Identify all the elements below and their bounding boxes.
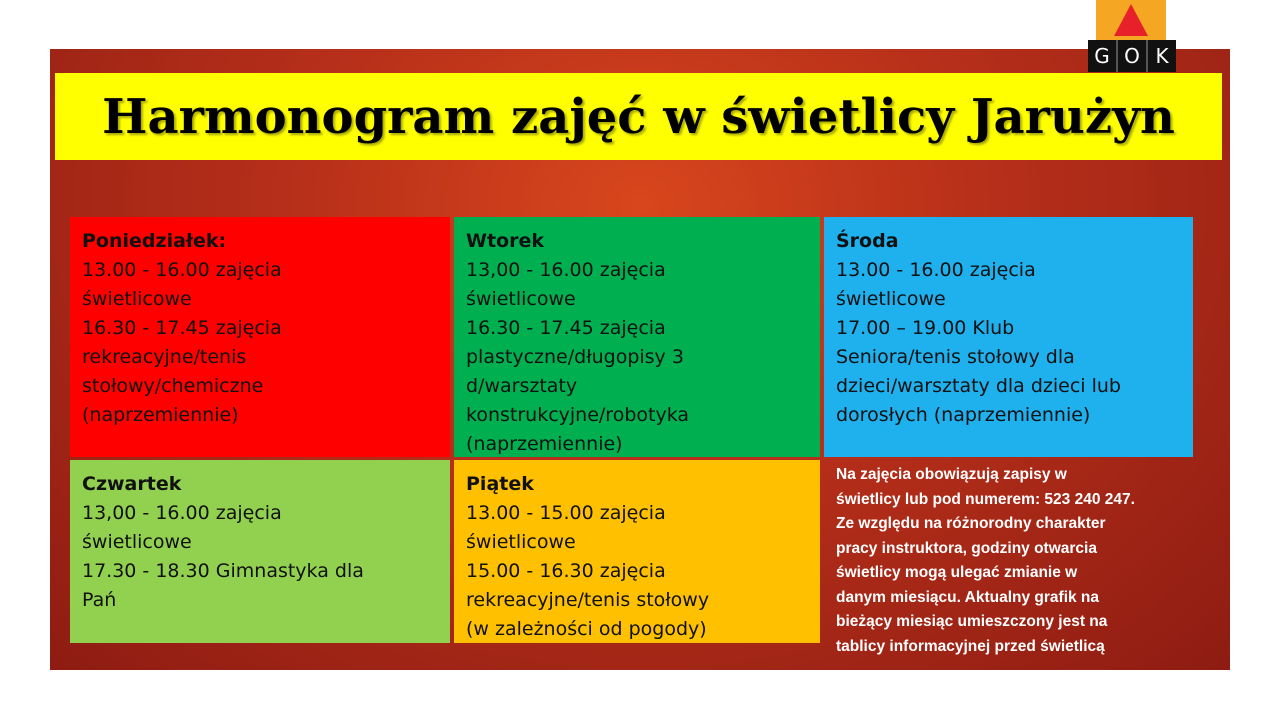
schedule-line: rekreacyjne/tenis <box>82 346 247 368</box>
registration-note <box>836 463 1216 659</box>
note-line: świetlicy mogą ulegać zmianie w <box>836 564 1078 581</box>
logo-letter-o: O <box>1116 40 1146 72</box>
schedule-line: 13,00 - 16.00 zajęcia <box>82 502 282 524</box>
day-name: Poniedziałek: <box>82 230 227 252</box>
schedule-line: 15.00 - 16.30 zajęcia <box>466 560 666 582</box>
schedule-line: 16.30 - 17.45 zajęcia <box>466 317 666 339</box>
schedule-line: świetlicowe <box>82 531 192 553</box>
note-line: bieżący miesiąc umieszczony jest na <box>836 613 1108 630</box>
schedule-line: 13,00 - 16.00 zajęcia <box>466 259 666 281</box>
schedule-tuesday <box>454 217 820 457</box>
schedule-line: 16.30 - 17.45 zajęcia <box>82 317 282 339</box>
schedule-line: d/warsztaty <box>466 375 578 397</box>
logo-letters <box>1088 40 1176 72</box>
note-line: tablicy informacyjnej przed świetlicą <box>836 637 1105 655</box>
schedule-line: Seniora/tenis stołowy dla <box>836 346 1075 368</box>
schedule-friday <box>454 460 820 643</box>
schedule-line: świetlicowe <box>466 531 576 553</box>
schedule-line: świetlicowe <box>836 288 946 310</box>
logo-letter-g: G <box>1088 40 1116 72</box>
schedule-monday <box>70 217 450 457</box>
schedule-line: dorosłych (naprzemiennie) <box>836 404 1091 426</box>
schedule-line: świetlicowe <box>82 288 192 310</box>
note-line: danym miesiącu. Aktualny grafik na <box>836 588 1100 606</box>
note-line: pracy instruktora, godziny otwarcia <box>836 539 1097 557</box>
schedule-line: 13.00 - 16.00 zajęcia <box>836 259 1036 281</box>
schedule-thursday <box>70 460 450 643</box>
day-name: Środa <box>836 230 899 252</box>
schedule-line: Pań <box>82 589 117 611</box>
schedule-line: 13.00 - 15.00 zajęcia <box>466 502 666 524</box>
schedule-wednesday <box>824 217 1193 457</box>
schedule-line: 17.00 – 19.00 Klub <box>836 317 1015 339</box>
schedule-line: 17.30 - 18.30 Gimnastyka dla <box>82 560 364 582</box>
schedule-line: (naprzemiennie) <box>466 433 623 455</box>
note-line: Na zajęcia obowiązują zapisy w <box>836 466 1067 483</box>
logo-orange-block <box>1096 0 1166 40</box>
schedule-line: 13.00 - 16.00 zajęcia <box>82 259 282 281</box>
note-line: świetlicy lub pod numerem: 523 240 247. <box>836 490 1135 508</box>
schedule-line: świetlicowe <box>466 288 576 310</box>
schedule-line: rekreacyjne/tenis stołowy <box>466 589 710 611</box>
note-line: Ze względu na różnorodny charakter <box>836 515 1106 532</box>
schedule-line: stołowy/chemiczne <box>82 375 264 397</box>
schedule-line: plastyczne/długopisy 3 <box>466 346 684 368</box>
day-name: Wtorek <box>466 230 544 252</box>
schedule-line: (naprzemiennie) <box>82 404 239 426</box>
logo-triangle-icon <box>1096 0 1166 40</box>
page-title: Harmonogram zajęć w świetlicy Jarużyn <box>102 88 1175 145</box>
schedule-line: konstrukcyjne/robotyka <box>466 404 690 426</box>
day-name: Piątek <box>466 473 534 495</box>
logo-letter-k: K <box>1146 40 1176 72</box>
schedule-line: dzieci/warsztaty dla dzieci lub <box>836 375 1121 397</box>
title-band <box>55 73 1222 160</box>
day-name: Czwartek <box>82 473 182 495</box>
schedule-line: (w zależności od pogody) <box>466 618 707 640</box>
